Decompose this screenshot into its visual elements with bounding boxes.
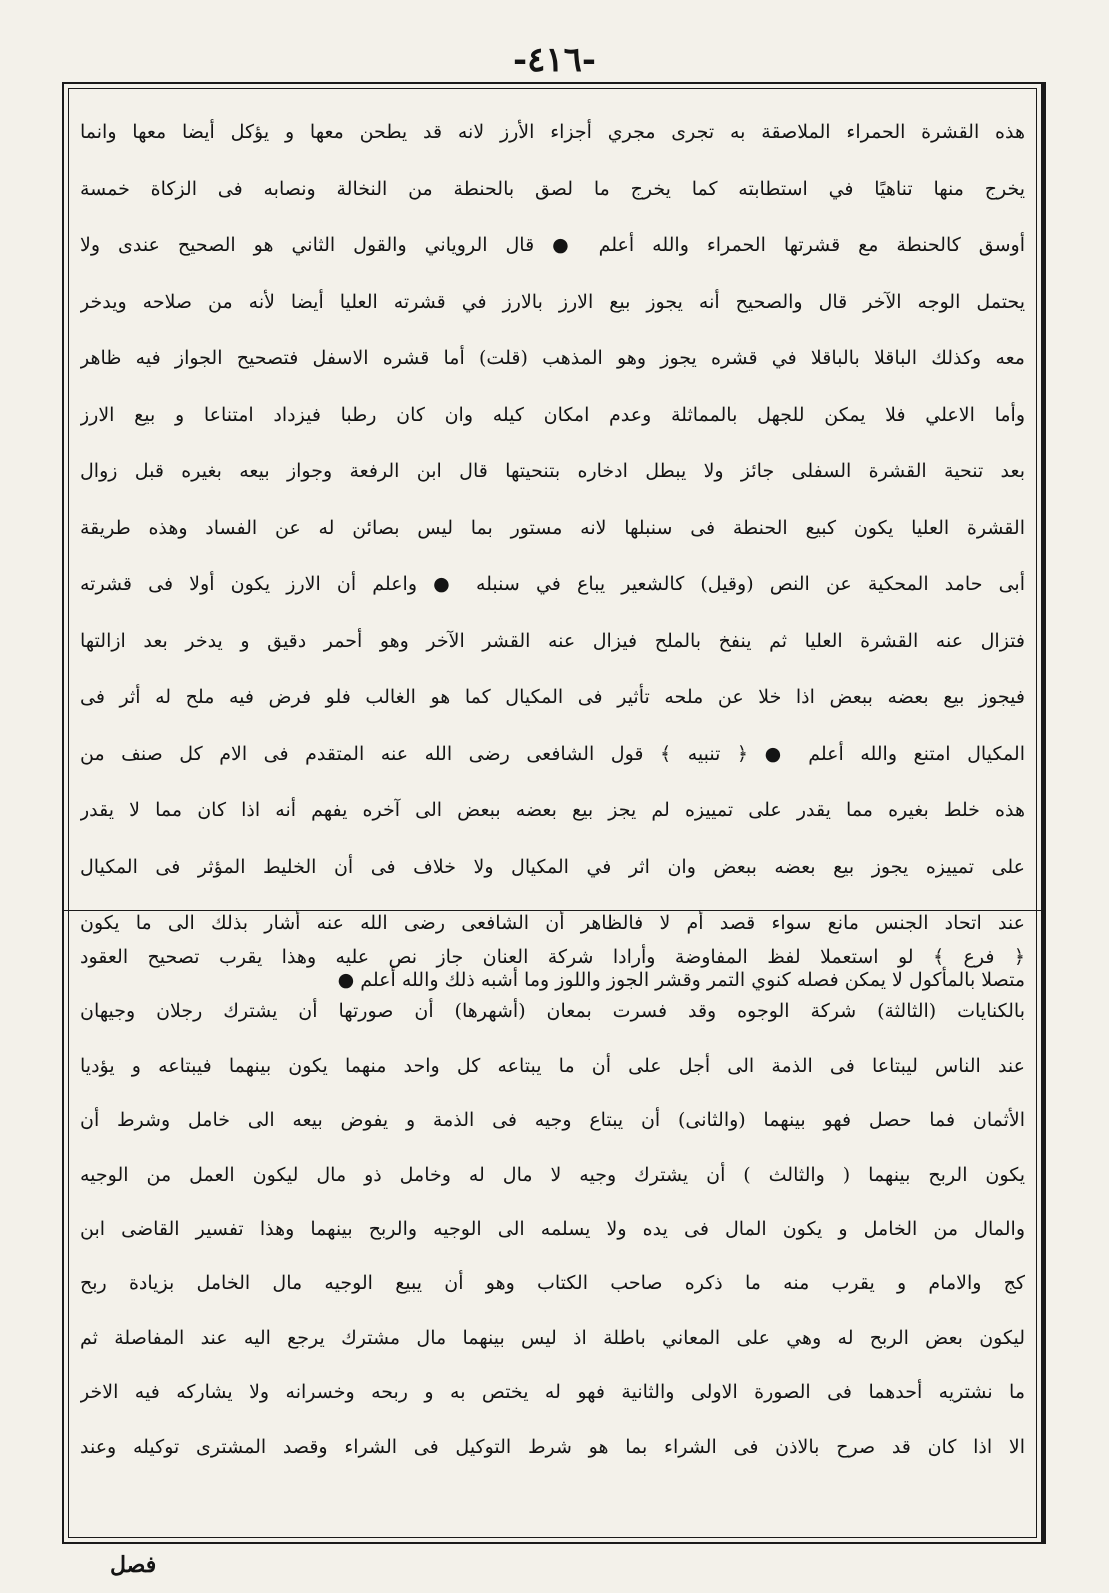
- main-text-line: فيجوز بيع بعضه ببعض اذا خلا عن ملحه تأثير فى المكيال كما هو الغالب فلو فرض فيه ملح له أثر فى: [80, 686, 1025, 708]
- commentary-text-line: ما نشتريه أحدهما فى الصورة الاولى والثانية فهو له يختص به و ربحه وخسرانه ولا يشاركه فيه الاخر: [80, 1381, 1025, 1404]
- main-text-line: أبى حامد المحكية عن النص (وقيل) كالشعير يباع في سنبله ● واعلم أن الارز يكون أولا فى قشرته: [80, 573, 1025, 595]
- commentary-text-line: كج والامام و يقرب منه ما ذكره صاحب الكتاب وهو أن يبيع الوجيه مال الخامل بزيادة ربح: [80, 1272, 1025, 1295]
- main-text-line: أوسق كالحنطة مع قشرتها الحمراء والله أعلم ● قال الروياني والقول الثاني هو الصحيح عندى ولا: [80, 234, 1025, 256]
- main-text-line: يحتمل الوجه الآخر قال والصحيح أنه يجوز بيع الارز بالارز في قشرته العليا أيضا لأنه من صلاحه ويدخر: [80, 290, 1025, 313]
- catchword: فصل: [110, 1552, 157, 1578]
- commentary-text-line: الأثمان فما حصل فهو بينهما (والثانى) أن يبتاع وجيه فى الذمة و يفوض بيعه الى خامل وشرط أن: [80, 1109, 1025, 1132]
- commentary-text-line: ليكون بعض الربح له وهي على المعاني باطلة اذ ليس بينهما مال مشترك يرجع اليه عند المفاصلة ثم: [80, 1326, 1025, 1349]
- commentary-text-line: ﴿ فرع ﴾ لو استعملا لفظ المفاوضة وأرادا شركة العنان جاز نص عليه وهذا يقرب تصحيح العقود: [80, 946, 1025, 968]
- text-frame: [62, 82, 1046, 1544]
- commentary-text-block: [64, 930, 1041, 1474]
- main-text-line: متصلا بالمأكول لا يمكن فصله كنوي التمر وقشر الجوز واللوز وما أشبه ذلك والله أعلم ●: [337, 968, 1025, 991]
- main-text-line: بعد تنحية القشرة السفلى جائز ولا يبطل ادخاره بتنحيتها قال ابن الرفعة وجواز بيعه بغيره قبل زوال: [80, 460, 1025, 482]
- main-text-line: وأما الاعلي فلا يمكن للجهل بالمماثلة وعدم امكان كيله وان كان رطبا فيزداد امتناعا و بيع الارز: [80, 403, 1025, 426]
- main-text-line: هذه القشرة الحمراء الملاصقة به تجرى مجري أجزاء الأرز لانه قد يطحن معها و يؤكل أيضا معها وانما: [80, 121, 1025, 143]
- page-number: -٤١٦-: [512, 40, 597, 80]
- main-text-line: فتزال عنه القشرة العليا ثم ينفخ بالملح فيزال عنه القشر الآخر وهو أحمر دقيق و يدخر بعد ازالتها: [80, 629, 1025, 652]
- commentary-text-line: يكون الربح بينهما ( والثالث ) أن يشترك وجيه لا مال له وخامل ذو مال ليكون العمل من الوجيه: [80, 1163, 1025, 1186]
- main-text-line: عند اتحاد الجنس مانع سواء قصد أم لا فالظاهر أن الشافعى رضى الله عنه أشار بذلك الى ما يكون: [80, 912, 1025, 934]
- commentary-text-line: والمال من الخامل و يكون المال فى يده ولا يسلمه الى الوجيه والربح بينهما وهذا تفسير القاضى ابن: [80, 1217, 1025, 1240]
- main-text-line: يخرج منها تناهيًا في استطابته كما يخرج ما لصق بالحنطة من النخالة ونصابه فى الزكاة خمسة: [80, 177, 1025, 200]
- main-text-line: هذه خلط بغيره مما يقدر على تمييزه لم يجز بيع بعضه ببعض الى آخره يفهم أنه اذا كان مما لا يقدر: [80, 799, 1025, 821]
- main-text-line: على تمييزه يجوز بيع بعضه ببعض وان اثر في المكيال ولا خلاف فى أن الخليط المؤثر فى المكيال: [80, 855, 1025, 878]
- main-text-block: [64, 104, 1041, 1008]
- commentary-text-line: عند الناس ليبتاعا فى الذمة الى أجل على أن ما يبتاعه كل واحد منهما يكون بينهما فيبتاعه و يؤديا: [80, 1054, 1025, 1077]
- main-text-line: معه وكذلك الباقلا بالباقلا في قشره يجوز وهو المذهب (قلت) أما قشره الاسفل فتصحيح الجواز فيه ظاهر: [80, 347, 1025, 369]
- section-divider: [64, 910, 1041, 911]
- main-text-line: المكيال امتنع والله أعلم ● ﴿ تنبيه ﴾ قول الشافعى رضى الله عنه المتقدم فى الام كل صنف من: [80, 742, 1025, 765]
- main-text-line: القشرة العليا يكون كبيع الحنطة فى سنبلها لانه مستور بما ليس بصائن له عن الفساد وهذه طريقة: [80, 516, 1025, 539]
- commentary-text-line: الا اذا كان قد صرح بالاذن فى الشراء بما هو شرط التوكيل فى الشراء وقصد المشترى توكيله وعند: [80, 1435, 1025, 1458]
- commentary-text-line: بالكنايات (الثالثة) شركة الوجوه وقد فسرت بمعان (أشهرها) أن صورتها أن يشترك رجلان وجيهان: [80, 1000, 1025, 1023]
